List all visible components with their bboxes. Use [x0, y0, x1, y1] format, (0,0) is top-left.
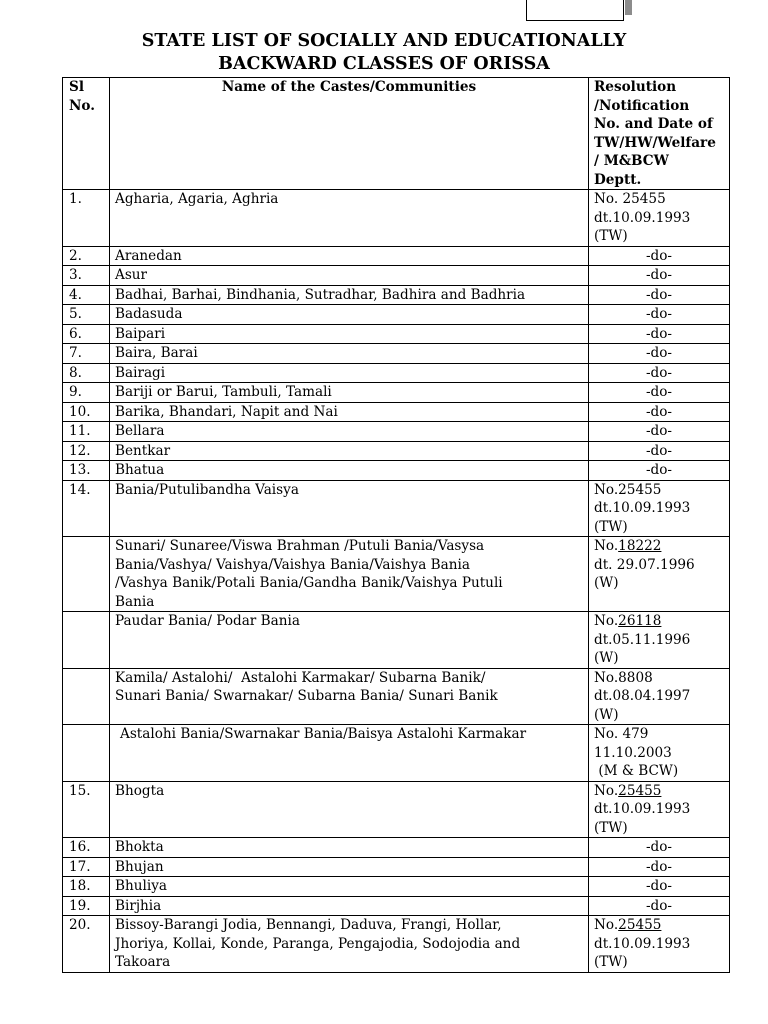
table-row — [63, 896, 730, 916]
table-row — [63, 383, 730, 403]
caste-name-line: Bellara — [115, 423, 165, 439]
resolution-number: 18222 — [618, 538, 662, 554]
cell-sl-no: 19. — [63, 896, 110, 916]
caste-name-line: Birjhia — [115, 897, 162, 914]
cell-resolution — [589, 725, 730, 782]
cell-caste-name — [110, 896, 589, 916]
cell-resolution — [589, 668, 730, 725]
caste-name-line: Bania — [115, 593, 155, 610]
cell-resolution: -do- — [589, 896, 730, 916]
caste-name-line: Bhogta — [115, 782, 165, 799]
caste-name-line: Sunari Bania/ Swarnakar/ Subarna Bania/ Sunari Banik — [115, 688, 498, 704]
resolution-line: dt.10.09.1993 — [594, 935, 691, 952]
caste-name-line: Baira, Barai — [115, 345, 198, 361]
resolution-line: (TW) — [594, 518, 628, 535]
caste-name-line: Bhuliya — [115, 878, 167, 894]
resolution-line: No. 25455 — [594, 191, 666, 207]
resolution-line: 11.10.2003 — [594, 744, 672, 761]
cell-resolution — [589, 537, 730, 612]
cell-resolution: -do- — [589, 461, 730, 481]
document-title — [0, 30, 768, 76]
caste-name-line: Bariji or Barui, Tambuli, Tamali — [115, 384, 332, 400]
cell-sl-no: 3. — [63, 266, 110, 286]
table-row — [63, 422, 730, 442]
caste-name-line: Bania/Vashya/ Vaishya/Vaishya Bania/Vaishya Bania — [115, 556, 470, 573]
header-box-shadow — [625, 0, 632, 15]
cell-sl-no: 8. — [63, 363, 110, 383]
table-row — [63, 305, 730, 325]
caste-name-line: Bhujan — [115, 858, 164, 875]
header-sl-no: Sl No. — [63, 78, 110, 190]
table-row — [63, 480, 730, 537]
cell-sl-no: 14. — [63, 480, 110, 537]
cell-caste-name — [110, 916, 589, 973]
cell-sl-no: 2. — [63, 246, 110, 266]
cell-caste-name — [110, 190, 589, 247]
resolution-number: 25455 — [618, 782, 662, 799]
table-row — [63, 285, 730, 305]
cell-sl-no: 9. — [63, 383, 110, 403]
resolution-line: (M & BCW) — [594, 763, 679, 779]
cell-sl-no — [63, 537, 110, 612]
caste-name-line: Aranedan — [115, 247, 182, 264]
cell-sl-no: 7. — [63, 344, 110, 364]
resolution-line: (W) — [594, 650, 619, 666]
cell-resolution: -do- — [589, 344, 730, 364]
cell-sl-no: 4. — [63, 285, 110, 305]
table-row — [63, 877, 730, 897]
cell-sl-no: 10. — [63, 402, 110, 422]
cell-caste-name — [110, 266, 589, 286]
cell-caste-name — [110, 461, 589, 481]
resolution-line — [594, 612, 724, 631]
cell-sl-no: 17. — [63, 857, 110, 877]
table-row — [63, 441, 730, 461]
cell-sl-no: 6. — [63, 324, 110, 344]
caste-name-line: Astalohi Bania/Swarnakar Bania/Baisya Astalohi Karmakar — [120, 726, 527, 742]
caste-list-table — [62, 77, 730, 973]
resolution-line: dt.10.09.1993 — [594, 209, 691, 226]
cell-caste-name — [110, 324, 589, 344]
caste-name-line: Paudar Bania/ Podar Bania — [115, 613, 300, 629]
cell-caste-name — [110, 441, 589, 461]
resolution-prefix: No. — [594, 782, 619, 799]
cell-caste-name — [110, 422, 589, 442]
caste-name-line: Asur — [115, 267, 148, 283]
caste-name-line: Baipari — [115, 325, 166, 342]
table-row — [63, 838, 730, 858]
caste-name-line: Badasuda — [115, 306, 183, 322]
cell-resolution — [589, 916, 730, 973]
cell-caste-name — [110, 363, 589, 383]
cell-caste-name — [110, 725, 589, 782]
table-row — [63, 781, 730, 838]
cell-caste-name — [110, 612, 589, 669]
cell-caste-name — [110, 668, 589, 725]
table-row — [63, 916, 730, 973]
caste-name-line: Kamila/ Astalohi/ Astalohi Karmakar/ Subarna Banik/ — [115, 669, 486, 686]
resolution-line — [594, 782, 724, 801]
cell-caste-name — [110, 480, 589, 537]
cell-caste-name — [110, 383, 589, 403]
resolution-line: (W) — [594, 575, 619, 591]
table-row — [63, 725, 730, 782]
cell-resolution: -do- — [589, 305, 730, 325]
cell-caste-name — [110, 344, 589, 364]
cell-caste-name — [110, 857, 589, 877]
header-caste-name: Name of the Castes/Communities — [110, 78, 589, 190]
cell-caste-name — [110, 877, 589, 897]
cell-sl-no: 20. — [63, 916, 110, 973]
cell-sl-no: 11. — [63, 422, 110, 442]
caste-name-line: Bania/Putulibandha Vaisya — [115, 481, 299, 498]
table-row — [63, 363, 730, 383]
caste-name-line: /Vashya Banik/Potali Bania/Gandha Banik/Vaishya Putuli — [115, 575, 503, 591]
cell-resolution: -do- — [589, 285, 730, 305]
cell-sl-no: 16. — [63, 838, 110, 858]
resolution-line: (W) — [594, 706, 619, 723]
cell-resolution: -do- — [589, 266, 730, 286]
caste-name-line: Bentkar — [115, 442, 171, 459]
caste-name-line: Takoara — [115, 954, 171, 970]
table-row — [63, 324, 730, 344]
cell-resolution: -do- — [589, 857, 730, 877]
header-box — [526, 0, 624, 21]
caste-name-line: Barika, Bhandari, Napit and Nai — [115, 403, 338, 420]
caste-name-line: Agharia, Agaria, Aghria — [115, 191, 279, 207]
resolution-line — [594, 537, 724, 556]
caste-name-line: Bissoy-Barangi Jodia, Bennangi, Daduva, Frangi, Hollar, — [115, 917, 502, 933]
caste-name-line: Bhokta — [115, 839, 164, 855]
cell-caste-name — [110, 285, 589, 305]
resolution-line: No.8808 — [594, 669, 653, 686]
cell-caste-name — [110, 305, 589, 325]
resolution-line: dt.08.04.1997 — [594, 688, 691, 704]
cell-caste-name — [110, 781, 589, 838]
cell-sl-no — [63, 725, 110, 782]
caste-name-line: Bairagi — [115, 364, 166, 381]
header-resolution: Resolution /Notification No. and Date of TW/HW/Welfare / M&BCW Deptt. — [589, 78, 730, 190]
resolution-prefix: No. — [594, 613, 619, 629]
cell-caste-name — [110, 838, 589, 858]
cell-resolution — [589, 480, 730, 537]
table-row — [63, 461, 730, 481]
resolution-line: dt. 29.07.1996 — [594, 556, 695, 573]
cell-caste-name — [110, 246, 589, 266]
caste-name-line: Badhai, Barhai, Bindhania, Sutradhar, Badhira and Badhria — [115, 286, 526, 303]
table-row — [63, 266, 730, 286]
title-line-2: BACKWARD CLASSES OF ORISSA — [218, 54, 550, 74]
cell-resolution: -do- — [589, 324, 730, 344]
resolution-line: dt.10.09.1993 — [594, 500, 691, 516]
resolution-line: dt.05.11.1996 — [594, 631, 691, 648]
cell-resolution — [589, 612, 730, 669]
cell-resolution — [589, 190, 730, 247]
table-row — [63, 402, 730, 422]
resolution-line: dt.10.09.1993 — [594, 801, 691, 817]
resolution-line: No. 479 — [594, 726, 649, 742]
resolution-number: 26118 — [618, 613, 662, 629]
resolution-line: (TW) — [594, 954, 628, 970]
cell-caste-name — [110, 402, 589, 422]
caste-name-line: Bhatua — [115, 462, 165, 478]
cell-resolution: -do- — [589, 402, 730, 422]
table-row — [63, 857, 730, 877]
cell-sl-no: 1. — [63, 190, 110, 247]
resolution-prefix: No. — [594, 538, 619, 554]
cell-resolution: -do- — [589, 383, 730, 403]
table-row — [63, 246, 730, 266]
table-row — [63, 537, 730, 612]
table-row — [63, 190, 730, 247]
cell-resolution: -do- — [589, 877, 730, 897]
table-row — [63, 344, 730, 364]
cell-sl-no: 13. — [63, 461, 110, 481]
table-row — [63, 668, 730, 725]
cell-resolution: -do- — [589, 441, 730, 461]
resolution-line: No.25455 — [594, 481, 662, 498]
resolution-line: (TW) — [594, 228, 628, 244]
cell-sl-no: 18. — [63, 877, 110, 897]
resolution-number: 25455 — [618, 917, 662, 933]
table-header-row — [63, 78, 730, 190]
resolution-prefix: No. — [594, 917, 619, 933]
table-body — [63, 190, 730, 973]
resolution-line — [594, 916, 724, 935]
cell-sl-no — [63, 668, 110, 725]
table-row — [63, 612, 730, 669]
cell-resolution: -do- — [589, 363, 730, 383]
cell-sl-no — [63, 612, 110, 669]
cell-caste-name — [110, 537, 589, 612]
resolution-line: (TW) — [594, 819, 628, 836]
caste-name-line: Sunari/ Sunaree/Viswa Brahman /Putuli Bania/Vasysa — [115, 538, 485, 554]
title-line-1: STATE LIST OF SOCIALLY AND EDUCATIONALLY — [141, 31, 627, 51]
cell-resolution — [589, 781, 730, 838]
caste-name-line: Jhoriya, Kollai, Konde, Paranga, Pengajodia, Sodojodia and — [115, 935, 521, 952]
cell-sl-no: 12. — [63, 441, 110, 461]
cell-resolution: -do- — [589, 246, 730, 266]
cell-sl-no: 5. — [63, 305, 110, 325]
cell-resolution: -do- — [589, 422, 730, 442]
cell-sl-no: 15. — [63, 781, 110, 838]
cell-resolution: -do- — [589, 838, 730, 858]
